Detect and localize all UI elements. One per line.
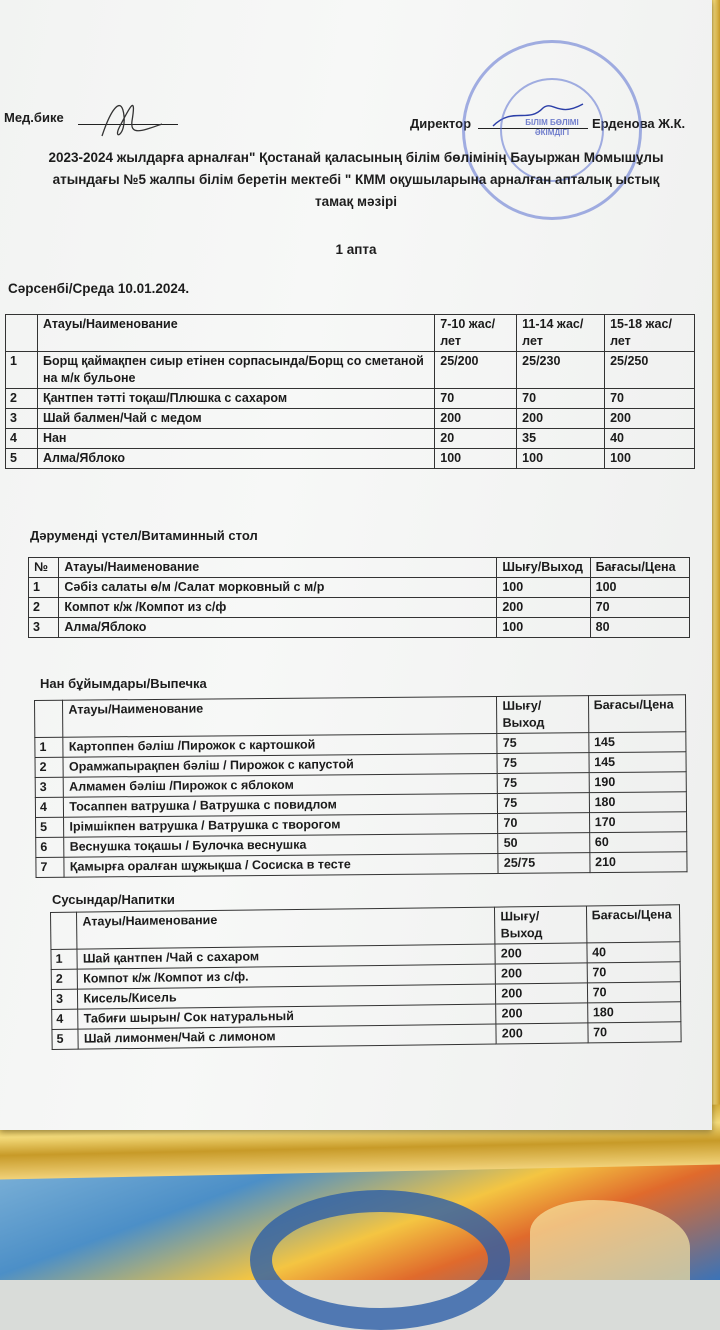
price: 40	[587, 942, 681, 963]
price: 70	[587, 962, 681, 983]
row-number: 1	[29, 578, 59, 598]
portion-15-18: 100	[605, 449, 695, 469]
row-number: 6	[36, 837, 65, 857]
portion-15-18: 70	[605, 389, 695, 409]
output: 75	[498, 773, 589, 794]
table-header-cell: 11-14 жас/лет	[517, 315, 605, 352]
price: 70	[590, 598, 689, 618]
dish-name: Қантпен тәтті тоқаш/Плюшка с сахаром	[37, 389, 434, 409]
output: 75	[497, 733, 588, 754]
school-stamp-text: БІЛІМ БӨЛІМІ ӘКІМДІГІ	[525, 118, 579, 137]
row-number: 3	[6, 409, 38, 429]
output: 100	[497, 578, 590, 598]
dish-name: Шай балмен/Чай с медом	[37, 409, 434, 429]
dish-name: Алмамен бәліш /Пирожок с яблоком	[64, 773, 498, 797]
table-header-cell: 7-10 жас/лет	[435, 315, 517, 352]
title-line-2: атындағы №5 жалпы білім беретін мектебі " КММ оқушыларына арналған апталық ыстық	[52, 172, 660, 187]
table-header-cell	[35, 700, 64, 737]
table-header-row	[35, 695, 686, 738]
dish-name: Веснушка тоқашы / Булочка веснушка	[64, 833, 498, 857]
price: 190	[589, 772, 687, 793]
price: 80	[590, 618, 689, 638]
dish-name: Картоппен бәліш /Пирожок с картошкой	[63, 733, 497, 757]
wall-decoration	[250, 1190, 510, 1330]
price: 170	[589, 812, 687, 833]
price: 180	[589, 792, 687, 813]
portion-11-14: 70	[517, 389, 605, 409]
row-number: 1	[35, 737, 64, 757]
director-name: Ерденова Ж.К.	[592, 116, 686, 131]
table-header-cell: Бағасы/Цена	[588, 695, 686, 733]
row-number: 4	[6, 429, 38, 449]
price: 180	[587, 1002, 681, 1023]
table-row	[29, 598, 690, 618]
price: 70	[588, 1022, 682, 1043]
table-header-cell: Шығу/Выход	[497, 696, 589, 734]
table-row	[6, 389, 695, 409]
row-number: 2	[29, 598, 59, 618]
vitamin-table	[28, 557, 690, 638]
portion-11-14: 35	[517, 429, 605, 449]
row-number: 2	[6, 389, 38, 409]
table-header-cell	[6, 315, 38, 352]
portion-11-14: 200	[517, 409, 605, 429]
portion-11-14: 25/230	[517, 352, 605, 389]
table-header-cell: Атауы/Наименование	[37, 315, 434, 352]
portion-7-10: 25/200	[435, 352, 517, 389]
dish-name: Сәбіз салаты ө/м /Салат морковный с м/р	[59, 578, 497, 598]
drinks-title: Сусындар/Напитки	[52, 892, 175, 907]
output: 200	[496, 963, 588, 984]
dish-name: Компот к/ж /Компот из с/ф.	[78, 964, 496, 989]
output: 200	[496, 1003, 588, 1024]
drinks-table	[50, 904, 682, 1050]
output: 200	[496, 1023, 588, 1044]
price: 100	[590, 578, 689, 598]
dish-name: Компот к/ж /Компот из с/ф	[59, 598, 497, 618]
portion-15-18: 40	[605, 429, 695, 449]
portion-15-18: 200	[605, 409, 695, 429]
portion-7-10: 100	[435, 449, 517, 469]
portion-11-14: 100	[517, 449, 605, 469]
dish-name: Шай қантпен /Чай с сахаром	[77, 944, 495, 969]
dish-name: Тосаппен ватрушка / Ватрушка с повидлом	[64, 793, 498, 817]
table-row	[6, 449, 695, 469]
price: 70	[587, 982, 681, 1003]
row-number: 2	[51, 969, 78, 989]
table-row	[29, 578, 690, 598]
portion-15-18: 25/250	[605, 352, 695, 389]
output: 75	[497, 753, 588, 774]
output: 200	[496, 983, 588, 1004]
table-header-cell: Атауы/Наименование	[77, 907, 495, 949]
table-header-cell: Шығу/Выход	[497, 558, 590, 578]
table-header-cell: №	[29, 558, 59, 578]
output: 200	[495, 943, 587, 964]
output: 70	[498, 813, 589, 834]
dish-name: Қамырға оралған шұжықша / Сосиска в тесте	[64, 853, 498, 877]
row-number: 1	[51, 949, 78, 969]
portion-7-10: 70	[435, 389, 517, 409]
dish-name: Алма/Яблоко	[59, 618, 497, 638]
table-header-row	[29, 558, 690, 578]
output: 100	[497, 618, 590, 638]
portion-7-10: 200	[435, 409, 517, 429]
nurse-label: Мед.бике	[4, 110, 64, 125]
output: 75	[498, 793, 589, 814]
table-header-cell: Шығу/Выход	[495, 906, 587, 944]
table-row	[29, 618, 690, 638]
bakery-table	[34, 694, 688, 878]
title-line-3: тамақ мәзірі	[315, 194, 397, 209]
output: 200	[497, 598, 590, 618]
price: 60	[589, 832, 687, 853]
table-header-row	[6, 315, 695, 352]
row-number: 2	[35, 757, 64, 777]
dish-name: Табиғи шырын/ Сок натуральный	[78, 1004, 496, 1029]
row-number: 4	[52, 1009, 79, 1029]
bakery-title: Нан бұйымдары/Выпечка	[40, 676, 207, 691]
dish-name: Борщ қаймақпен сиыр етінен сорпасында/Борщ со сметаной на м/к бульоне	[37, 352, 434, 389]
price: 210	[589, 852, 687, 873]
table-row	[36, 852, 687, 878]
dish-name: Алма/Яблоко	[37, 449, 434, 469]
table-header-cell: Атауы/Наименование	[59, 558, 497, 578]
output: 50	[498, 833, 589, 854]
row-number: 7	[36, 857, 65, 877]
dish-name: Ірімшікпен ватрушка / Ватрушка с творогом	[64, 813, 498, 837]
price: 145	[588, 732, 686, 753]
title-line-1: 2023-2024 жылдарға арналған" Қостанай қаласының білім бөлімінің Бауыржан Момышұлы	[48, 150, 664, 165]
director-label: Директор	[410, 116, 472, 131]
day-label: Сәрсенбі/Среда 10.01.2024.	[8, 281, 190, 296]
table-header-cell: 15-18 жас/лет	[605, 315, 695, 352]
row-number: 3	[29, 618, 59, 638]
output: 25/75	[498, 853, 589, 874]
week-label: 1 апта	[335, 242, 377, 257]
dish-name: Нан	[37, 429, 434, 449]
row-number: 1	[6, 352, 38, 389]
row-number: 3	[35, 777, 64, 797]
table-row	[6, 409, 695, 429]
main-menu-table	[5, 314, 695, 469]
row-number: 5	[6, 449, 38, 469]
table-row	[6, 429, 695, 449]
table-header-cell: Бағасы/Цена	[586, 905, 680, 943]
vitamin-title: Дәрумендi үстел/Витаминный стол	[30, 528, 258, 543]
dish-name: Орамжапырақпен бәліш / Пирожок с капустой	[63, 753, 497, 777]
nurse-signature	[92, 86, 172, 146]
dish-name: Кисель/Кисель	[78, 984, 496, 1009]
row-number: 3	[51, 989, 78, 1009]
price: 145	[589, 752, 687, 773]
table-header-cell	[51, 912, 78, 949]
row-number: 4	[35, 797, 64, 817]
portion-7-10: 20	[435, 429, 517, 449]
dish-name: Шай лимонмен/Чай с лимоном	[78, 1024, 496, 1049]
row-number: 5	[36, 817, 65, 837]
table-header-cell: Бағасы/Цена	[590, 558, 689, 578]
table-header-cell: Атауы/Наименование	[63, 696, 497, 737]
row-number: 5	[52, 1029, 79, 1049]
table-row	[6, 352, 695, 389]
